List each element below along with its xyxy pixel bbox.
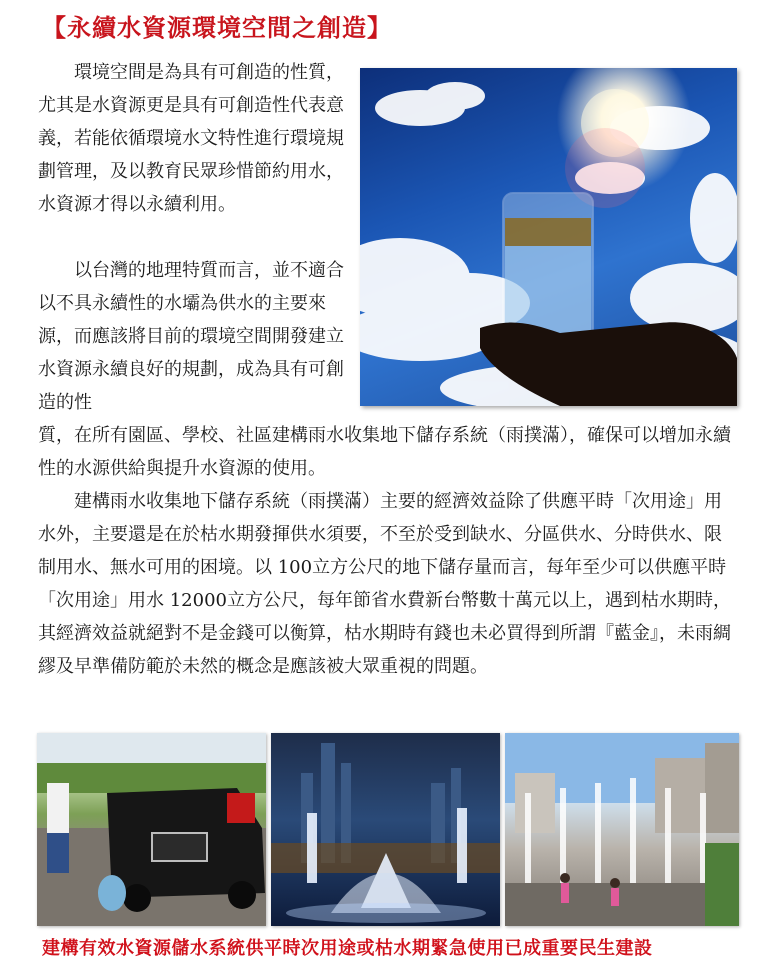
photo-family-washing-jeep [37,733,266,926]
paragraph-taiwan-geography-continued: 質，在所有園區、學校、社區建構雨水收集地下儲存系統（雨撲滿），確保可以增加永續性的水源供給與提升水資源的使用。 [38,425,731,479]
photo-caption: 建構有效水資源儲水系統供平時次用途或枯水期緊急使用已成重要民生建設 [42,938,653,959]
page-title: 【永續水資源環境空間之創造】 [42,13,392,42]
paragraph-economic-benefit: 建構雨水收集地下儲存系統（雨撲滿）主要的經濟效益除了供應平時「次用途」用水外，主要還是在於枯水期發揮供水須要，不至於受到缺水、分區供水、分時供水、限制用水、無水可用的困境。以 100立方公尺的地下儲存量而言，每年至少可以供應平時「次用途」用水 12000立方公尺，每年節省水費新台幣數十萬元以上，遇到枯水期時，其經濟效益就絕對不是金錢可以衡算，枯水期時有錢也未必買得到所謂『藍金』，未雨綢繆及早準備防範於未然的概念是應該被大眾重視的問題。 [38,491,731,677]
paragraph-intro: 環境空間是為具有可創造的性質，尤其是水資源更是具有可創造性代表意義，若能依循環境水文特性進行環境規劃管理，及以教育民眾珍惜節約用水，水資源才得以永續利用。 [38,62,344,215]
photo-night-city-fountain [271,733,500,926]
photo-children-playing-in-fountain [505,733,739,926]
paragraph-taiwan-geography: 以台灣的地理特質而言，並不適合以不具永續性的水壩為供水的主要來源，而應該將目前的環境空間開發建立水資源永續良好的規劃，成為具有可創造的性 [38,260,344,413]
hero-photo-hand-holding-water-glass [360,68,737,406]
